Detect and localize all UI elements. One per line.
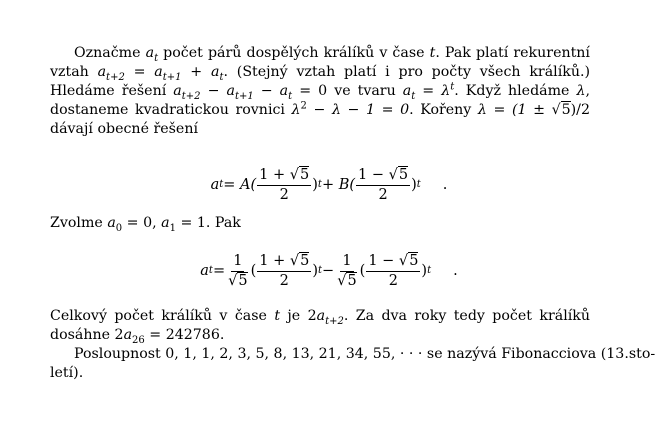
paragraph-initial-values: Zvolme $a_0 = 0$, $a_1 = 1$. Pak [50, 215, 241, 234]
line-2: vztah $a_{t+2} = a_{t+1} + a_t$. (Stejný vztah platí i pro počty všech králíků.) [50, 64, 591, 83]
line-5: dávají obecné řešení [50, 121, 198, 137]
fraction: $\frac{1}{√5}$ [337, 252, 357, 289]
fraction: $\frac{1 + √5}{2}$ [259, 252, 310, 289]
paragraph-recurrence [50, 44, 590, 139]
equation-general-solution: a t = A( $\frac{1 + √5}{2}$ ) t + B( $\frac{1 - √5}{2}$ ) t . [210, 166, 448, 203]
line-3: Hledáme řešení $a_{t+2} - a_{t+1} - a_t = 0$ ve tvaru $a_t = \lambda^t$. Když hledáme λ, [50, 81, 591, 102]
line-1: Označme $a_t$ počet párů dospělých králíků v čase t. Pak platí rekurentní [74, 45, 590, 64]
equation-fibonacci-formula: a t = $\frac{1}{√5}$ ( $\frac{1 + √5}{2}$ ) t − $\frac{1}{√5}$ ( $\frac{1 - √5}{2}$ ) t . [200, 252, 458, 289]
fraction: $\frac{1 - √5}{2}$ [358, 166, 409, 203]
paragraph-total-count: Celkový počet králíků v čase t je $2a_{t+2}$. Za dva roky tedy počet králíků dosáhne $2a_{26} = 242786$. [50, 308, 591, 346]
line-4: dostaneme kvadratickou rovnici $\lambda^2 - \lambda - 1 = 0$. Kořeny λ = (1 ± √5)/2 [50, 100, 590, 118]
fraction: $\frac{1 - √5}{2}$ [368, 252, 419, 289]
fraction: $\frac{1}{√5}$ [228, 252, 248, 289]
paragraph-fibonacci-sequence: Posloupnost 0, 1, 1, 2, 3, 5, 8, 13, 21, 34, 55, · · · se nazývá Fibonacciova (13.sto- letí). [50, 346, 656, 381]
fraction: $\frac{1 + √5}{2}$ [259, 166, 310, 203]
